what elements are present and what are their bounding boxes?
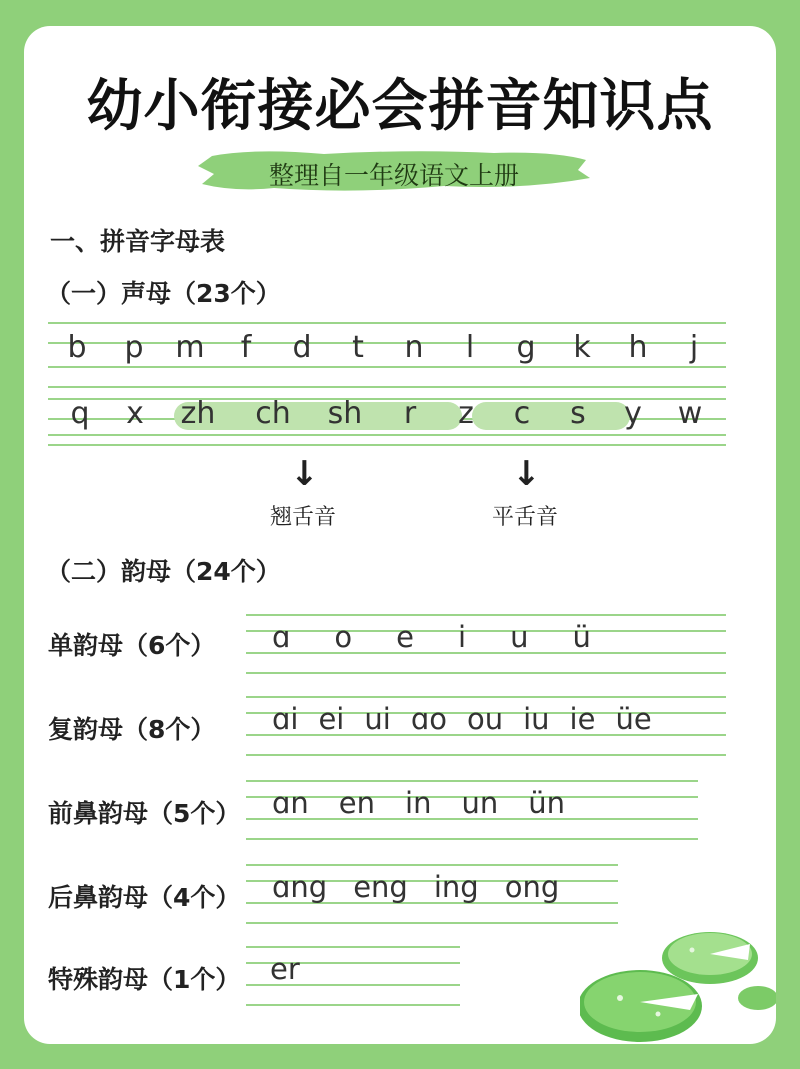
initial-letter: x: [126, 396, 144, 431]
compound-finals-ruled: [246, 696, 726, 756]
initial-letter: q: [70, 396, 90, 431]
final-item: ou: [466, 702, 504, 736]
flat-tongue-note: 平舌音: [492, 505, 559, 530]
initials-row-1: [48, 330, 726, 365]
initials-ruled-block: [48, 322, 726, 450]
final-item: iu: [523, 702, 550, 736]
initial-letter: d: [292, 330, 312, 365]
initial-letter: p: [124, 330, 144, 365]
special-finals-list: [270, 952, 330, 986]
final-item: er: [270, 952, 300, 986]
initial-letter: c: [513, 396, 531, 431]
front-nasal-finals-ruled: [246, 780, 698, 840]
subtitle-banner: [194, 146, 594, 198]
back-nasal-finals-list: [272, 870, 589, 904]
back-nasal-finals-ruled: [246, 864, 618, 924]
final-item: ɑng: [272, 870, 328, 904]
arrow-down-icon: ↓: [290, 454, 319, 494]
compound-finals-label: 复韵母（8个）: [48, 715, 216, 744]
final-item: ɑn: [272, 786, 309, 820]
special-finals-label: 特殊韵母（1个）: [48, 965, 241, 994]
initial-letter: r: [403, 396, 417, 431]
initial-letter: g: [516, 330, 536, 365]
initial-letter: zh: [180, 396, 216, 431]
initial-letter: l: [465, 330, 475, 365]
final-item: ing: [433, 870, 479, 904]
final-item: eng: [353, 870, 408, 904]
initial-letter: h: [628, 330, 648, 365]
initial-letter: z: [458, 396, 474, 431]
initial-letter: ch: [255, 396, 291, 431]
final-item: en: [338, 786, 376, 820]
simple-finals-label: 单韵母（6个）: [48, 631, 216, 660]
final-item: ei: [318, 702, 345, 736]
simple-finals-list: [272, 620, 621, 654]
section-heading-alphabet: 一、拼音字母表: [50, 227, 226, 256]
special-finals-ruled: [246, 946, 460, 1006]
initial-letter: f: [240, 330, 252, 365]
page-title: 幼小衔接必会拼音知识点: [86, 74, 714, 139]
final-item: ong: [504, 870, 560, 904]
final-item: un: [461, 786, 499, 820]
final-item: ün: [528, 786, 565, 820]
initial-letter: s: [570, 396, 586, 431]
initial-letter: j: [689, 330, 699, 365]
initial-letter: n: [404, 330, 424, 365]
initial-letter: sh: [327, 396, 363, 431]
retroflex-note: 翘舌音: [270, 505, 337, 530]
final-item: ui: [364, 702, 391, 736]
final-item: ie: [569, 702, 596, 736]
initial-letter: b: [67, 330, 87, 365]
final-item: o: [334, 620, 353, 654]
back-nasal-finals-label: 后鼻韵母（4个）: [48, 883, 241, 912]
subtitle: 整理自一年级语文上册: [268, 161, 519, 190]
lily-pad-icon: [580, 906, 776, 1044]
initial-letter: m: [175, 330, 205, 365]
final-item: ɑ: [272, 620, 291, 654]
initial-letter: k: [573, 330, 591, 365]
final-item: u: [510, 620, 529, 654]
arrow-down-icon: ↓: [512, 454, 541, 494]
initial-letter: w: [677, 396, 703, 431]
final-item: ɑo: [410, 702, 447, 736]
initials-heading: （一）声母（23个）: [46, 279, 281, 308]
final-item: ü: [572, 620, 591, 654]
initial-letter: y: [624, 396, 642, 431]
final-item: e: [396, 620, 415, 654]
compound-finals-list: [272, 702, 682, 736]
initial-letter: t: [352, 330, 364, 365]
front-nasal-finals-label: 前鼻韵母（5个）: [48, 799, 241, 828]
finals-heading: （二）韵母（24个）: [46, 557, 281, 586]
final-item: in: [405, 786, 432, 820]
final-item: ɑi: [272, 702, 299, 736]
final-item: üe: [615, 702, 652, 736]
final-item: i: [458, 620, 467, 654]
front-nasal-finals-list: [272, 786, 595, 820]
simple-finals-ruled: [246, 614, 726, 674]
worksheet-card: [24, 26, 776, 1044]
initials-row-2: [48, 396, 726, 431]
